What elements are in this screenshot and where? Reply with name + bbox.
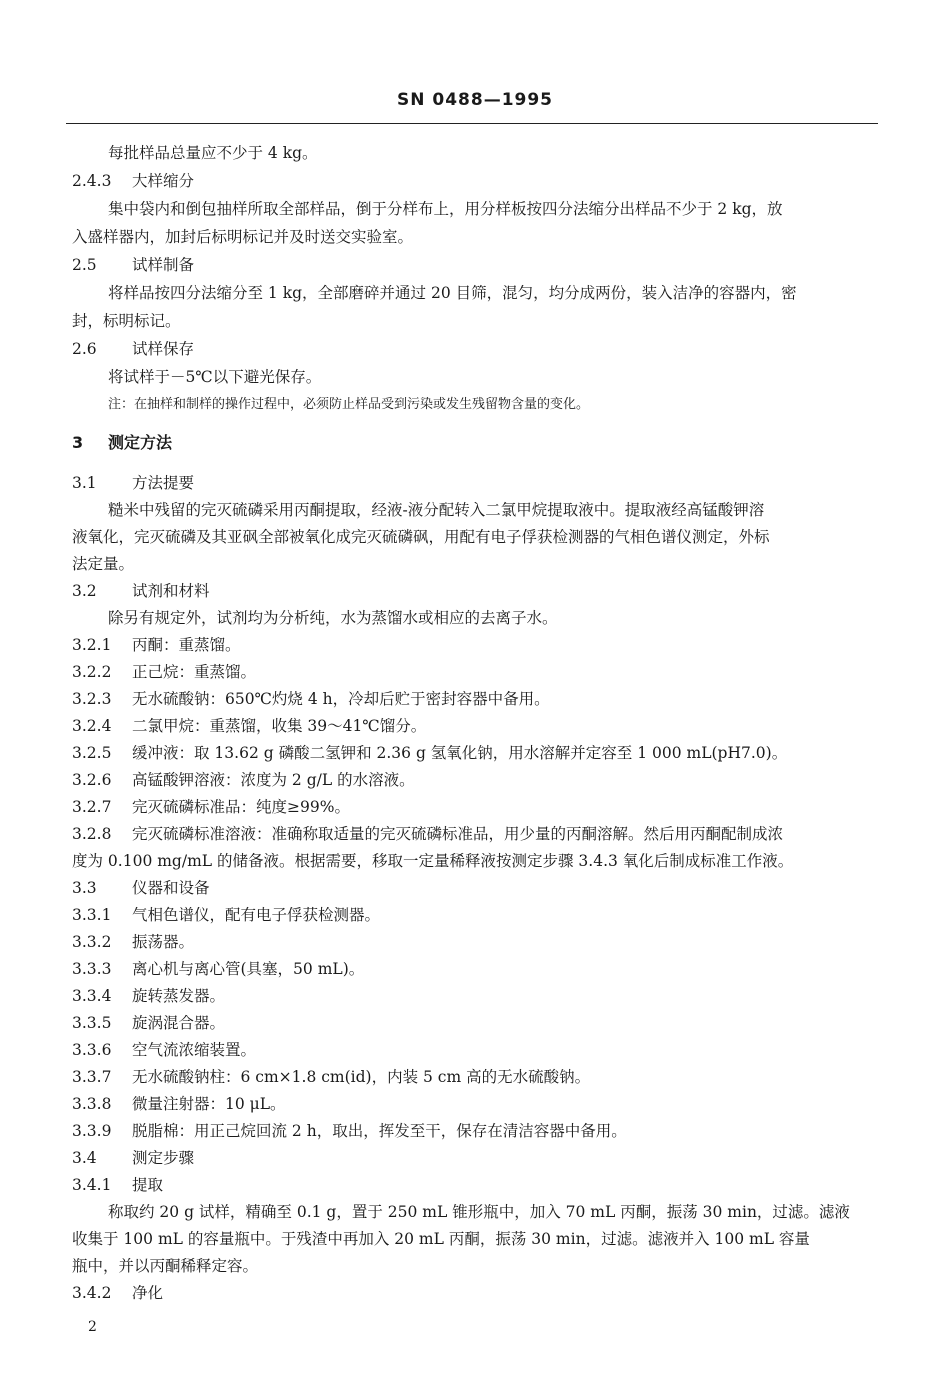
section-heading-line [72, 339, 194, 359]
line-text: 将样品按四分法缩分至 1 kg，全部磨碎并通过 20 目筛，混匀，均分成两份，装入洁净的容器内，密 [108, 284, 797, 302]
line-text: 糙米中残留的完灭硫磷采用丙酮提取，经液-液分配转入二氯甲烷提取液中。提取液经高锰酸钾溶 [108, 501, 765, 519]
section-number: 3.2.5 [72, 744, 112, 762]
section-number: 3.3.1 [72, 906, 112, 924]
section-heading-line [72, 905, 380, 925]
section-heading-line [72, 1175, 163, 1195]
text-line [108, 608, 558, 628]
line-text: 离心机与离心管(具塞，50 mL)。 [132, 960, 365, 978]
line-text: 完灭硫磷标准溶液：准确称取适量的完灭硫磷标准品，用少量的丙酮溶解。然后用丙酮配制成浓 [132, 825, 784, 843]
text-line [108, 283, 797, 303]
section-heading-line [72, 689, 550, 709]
text-line [72, 1229, 810, 1249]
line-text: 瓶中，并以丙酮稀释定容。 [72, 1257, 259, 1275]
line-text: 空气流浓缩装置。 [132, 1041, 257, 1059]
text-line [72, 1256, 258, 1276]
section-heading-line [72, 932, 194, 952]
section-heading-line [72, 743, 787, 763]
standard-number-header: SN 0488—1995 [396, 90, 554, 110]
section-number: 3.2.3 [72, 690, 112, 708]
section-number: 2.6 [72, 340, 97, 358]
section-heading-line [72, 255, 194, 275]
line-text: 封，标明标记。 [72, 312, 181, 330]
text-line [108, 367, 321, 387]
section-number: 3.3.6 [72, 1041, 112, 1059]
line-text: 大样缩分 [132, 172, 195, 190]
text-line [72, 554, 134, 574]
section-heading-line [72, 473, 194, 493]
section-heading-line [72, 1121, 627, 1141]
section-heading-line [72, 797, 350, 817]
section-number: 3.3.5 [72, 1014, 112, 1032]
section-heading-line [72, 986, 225, 1006]
line-text: 每批样品总量应不少于 4 kg。 [108, 144, 318, 162]
line-text: 缓冲液：取 13.62 g 磷酸二氢钾和 2.36 g 氢氧化钠，用水溶解并定容至 1 000 mL(pH7.0)。 [132, 744, 788, 762]
section-number: 3.1 [72, 474, 97, 492]
text-line [108, 143, 318, 163]
page-number: 2 [88, 1319, 97, 1335]
section-number: 3.3 [72, 879, 97, 897]
section-heading-line [72, 1067, 590, 1087]
section-heading-line [72, 878, 210, 898]
section-number: 2.4.3 [72, 172, 112, 190]
section-number: 3.2.6 [72, 771, 112, 789]
section-heading-line [72, 824, 783, 844]
line-text: 振荡器。 [132, 933, 195, 951]
line-text: 注：在抽样和制样的操作过程中，必须防止样品受到污染或发生残留物含量的变化。 [108, 397, 590, 412]
text-line [72, 311, 181, 331]
line-text: 测定步骤 [132, 1149, 195, 1167]
section-number: 3 [72, 433, 84, 452]
section-heading-line [72, 171, 194, 191]
line-text: 试样制备 [132, 256, 195, 274]
line-text: 液氧化，完灭硫磷及其亚砜全部被氧化成完灭硫磷砜，用配有电子俘获检测器的气相色谱仪测定，外标 [72, 528, 770, 546]
text-line [108, 1202, 850, 1222]
section-heading-line [72, 1283, 163, 1303]
section-number: 3.3.9 [72, 1122, 112, 1140]
section-heading-line [72, 1013, 225, 1033]
text-line [72, 527, 770, 547]
section-number: 3.2 [72, 582, 97, 600]
line-text: 正己烷：重蒸馏。 [132, 663, 257, 681]
line-text: 完灭硫磷标准品：纯度≥99%。 [132, 798, 350, 816]
section-heading-line [72, 1148, 194, 1168]
section-heading-line [72, 433, 172, 453]
line-text: 二氯甲烷：重蒸馏，收集 39～41℃馏分。 [132, 717, 427, 735]
section-heading-line [72, 635, 241, 655]
line-text: 无水硫酸钠柱：6 cm×1.8 cm(id)，内装 5 cm 高的无水硫酸钠。 [132, 1068, 591, 1086]
section-heading-line [72, 770, 415, 790]
section-number: 3.2.1 [72, 636, 112, 654]
line-text: 旋涡混合器。 [132, 1014, 226, 1032]
text-line [108, 395, 589, 415]
line-text: 仪器和设备 [132, 879, 210, 897]
section-number: 3.3.3 [72, 960, 112, 978]
line-text: 无水硫酸钠：650℃灼烧 4 h，冷却后贮于密封容器中备用。 [132, 690, 550, 708]
section-number: 3.4.1 [72, 1176, 112, 1194]
text-line [72, 227, 413, 247]
section-heading-line [72, 581, 210, 601]
line-text: 净化 [132, 1284, 164, 1302]
line-text: 高锰酸钾溶液：浓度为 2 g/L 的水溶液。 [132, 771, 415, 789]
section-heading-line [72, 716, 426, 736]
section-number: 3.3.4 [72, 987, 112, 1005]
text-line [108, 199, 783, 219]
section-heading-line [72, 1040, 256, 1060]
line-text: 试剂和材料 [132, 582, 210, 600]
line-text: 丙酮：重蒸馏。 [132, 636, 241, 654]
line-text: 称取约 20 g 试样，精确至 0.1 g，置于 250 mL 锥形瓶中，加入 70 mL 丙酮，振荡 30 min，过滤。滤液 [108, 1203, 850, 1221]
text-line [108, 500, 764, 520]
section-number: 3.3.8 [72, 1095, 112, 1113]
section-number: 3.4 [72, 1149, 97, 1167]
line-text: 旋转蒸发器。 [132, 987, 226, 1005]
section-heading-line [72, 662, 256, 682]
line-text: 试样保存 [132, 340, 195, 358]
line-text: 收集于 100 mL 的容量瓶中。于残渣中再加入 20 mL 丙酮，振荡 30 min，过滤。滤液并入 100 mL 容量 [72, 1230, 810, 1248]
line-text: 脱脂棉：用正己烷回流 2 h，取出，挥发至干，保存在清洁容器中备用。 [132, 1122, 627, 1140]
line-text: 集中袋内和倒包抽样所取全部样品，倒于分样布上，用分样板按四分法缩分出样品不少于 2 kg，放 [108, 200, 783, 218]
line-text: 提取 [132, 1176, 164, 1194]
section-number: 3.3.2 [72, 933, 112, 951]
line-text: 气相色谱仪，配有电子俘获检测器。 [132, 906, 381, 924]
line-text: 测定方法 [108, 433, 173, 452]
text-line [72, 851, 793, 871]
line-text: 除另有规定外，试剂均为分析纯，水为蒸馏水或相应的去离子水。 [108, 609, 558, 627]
line-text: 度为 0.100 mg/mL 的储备液。根据需要，移取一定量稀释液按测定步骤 3.4.3 氧化后制成标准工作液。 [72, 852, 794, 870]
section-number: 3.2.7 [72, 798, 112, 816]
header-rule [66, 123, 878, 124]
section-number: 3.2.4 [72, 717, 112, 735]
line-text: 方法提要 [132, 474, 195, 492]
line-text: 法定量。 [72, 555, 135, 573]
section-number: 3.4.2 [72, 1284, 112, 1302]
section-number: 2.5 [72, 256, 97, 274]
section-number: 3.2.8 [72, 825, 112, 843]
section-number: 3.2.2 [72, 663, 112, 681]
line-text: 入盛样器内，加封后标明标记并及时送交实验室。 [72, 228, 414, 246]
section-heading-line [72, 959, 364, 979]
section-heading-line [72, 1094, 286, 1114]
section-number: 3.3.7 [72, 1068, 112, 1086]
line-text: 微量注射器：10 μL。 [132, 1095, 286, 1113]
line-text: 将试样于－5℃以下避光保存。 [108, 368, 322, 386]
